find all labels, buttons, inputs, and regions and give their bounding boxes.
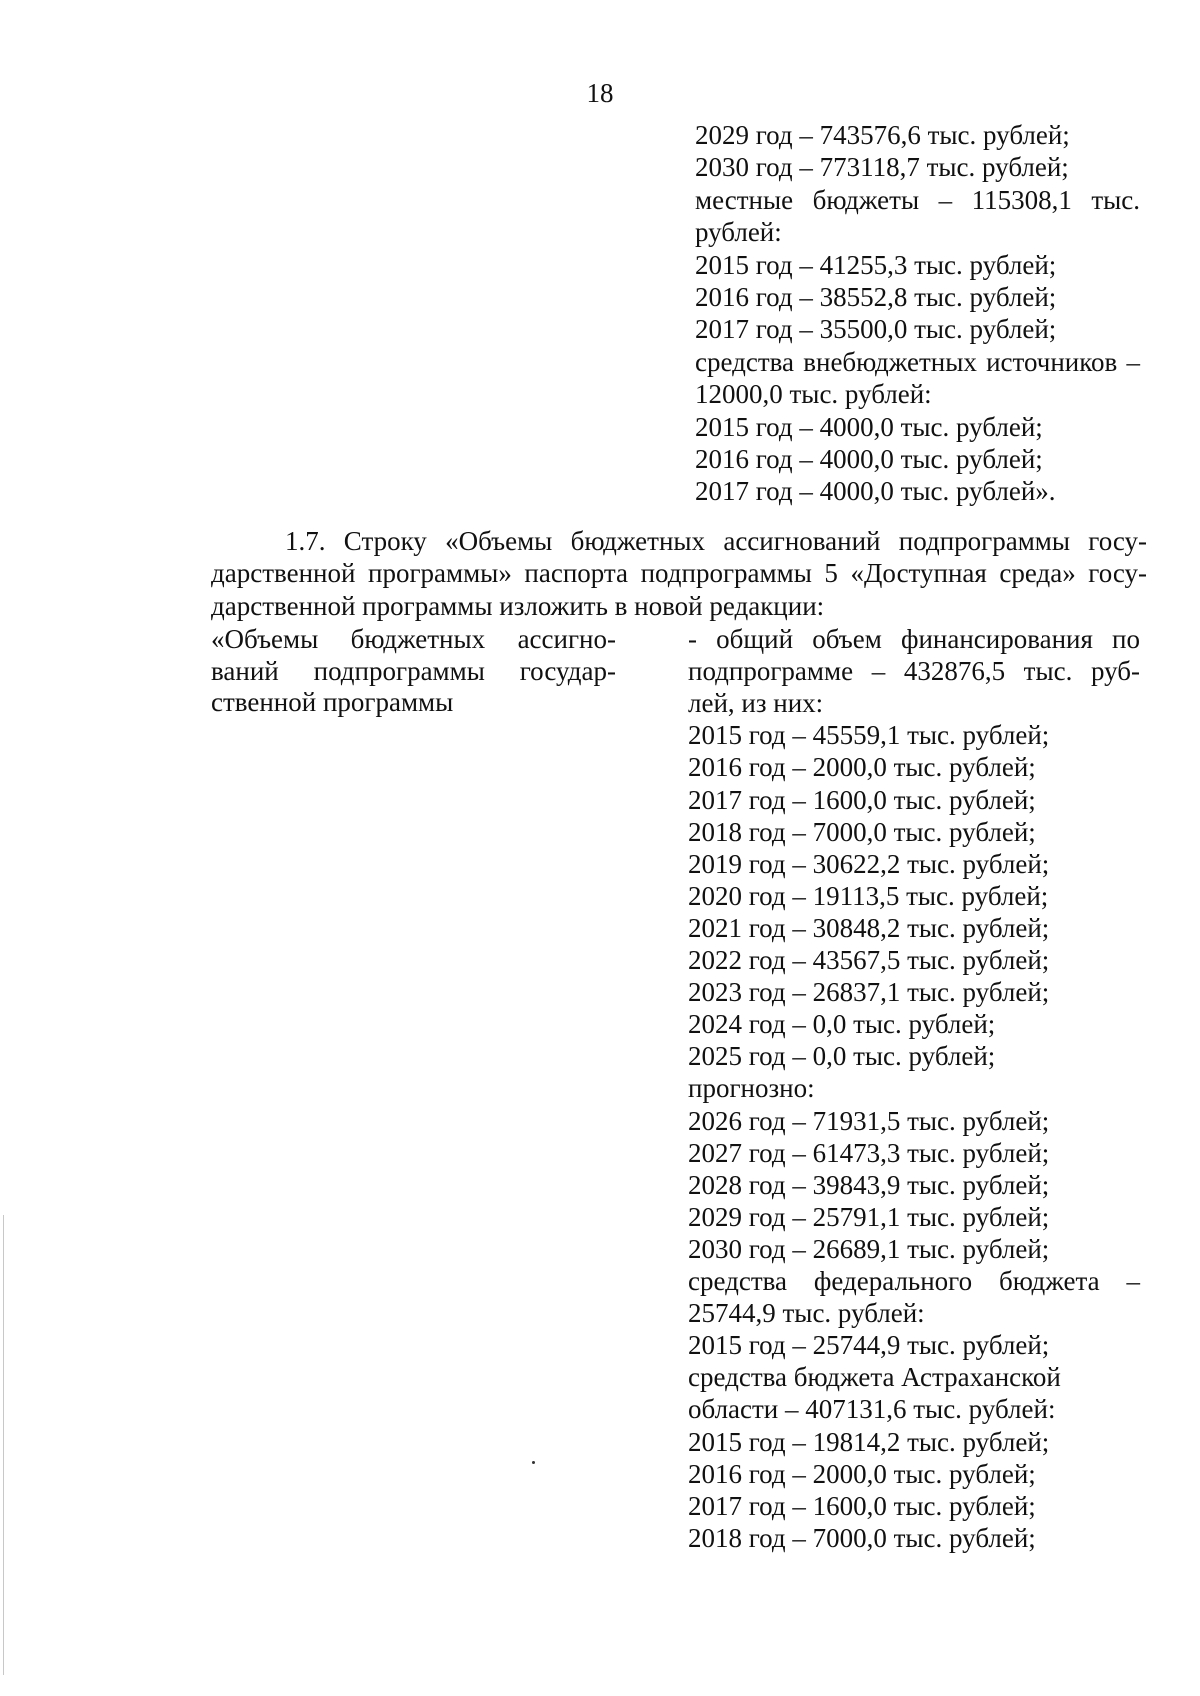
financing-line: местные бюджеты – 115308,1 тыс. [695,184,1140,215]
left-column-line: «Объемы бюджетных ассигно- [211,624,616,654]
financing-line: 2015 год – 45559,1 тыс. рублей; [688,720,1050,751]
financing-line: 2027 год – 61473,3 тыс. рублей; [688,1137,1050,1168]
financing-line: 2026 год – 71931,5 тыс. рублей; [688,1105,1050,1136]
financing-line: 2015 год – 19814,2 тыс. рублей; [688,1426,1050,1457]
financing-line: 2020 год – 19113,5 тыс. рублей; [688,880,1049,911]
financing-line: 2029 год – 743576,6 тыс. рублей; [695,120,1070,150]
financing-line: средства внебюджетных источников – [695,346,1140,377]
financing-line: 2016 год – 38552,8 тыс. рублей; [695,282,1057,312]
financing-line: 2016 год – 2000,0 тыс. рублей; [688,752,1036,783]
paragraph-line: дарственной программы» паспорта подпрограммы 5 «Доступная среда» госу- [211,558,1147,589]
financing-line: подпрограмме – 432876,5 тыс. руб- [688,656,1140,687]
financing-line: 2018 год – 7000,0 тыс. рублей; [688,1522,1036,1553]
left-column-line: ваний подпрограммы государ- [211,655,616,686]
financing-line: 2015 год – 4000,0 тыс. рублей; [695,411,1043,442]
financing-line: 2016 год – 2000,0 тыс. рублей; [688,1458,1036,1489]
financing-line: 2030 год – 26689,1 тыс. рублей; [688,1233,1050,1264]
scan-speck [532,1461,535,1464]
financing-line: 2015 год – 41255,3 тыс. рублей; [695,249,1057,280]
financing-line: средства федерального бюджета – [688,1266,1140,1296]
financing-line: 2029 год – 25791,1 тыс. рублей; [688,1201,1050,1232]
financing-line: 25744,9 тыс. рублей: [688,1298,925,1329]
page-number: 18 [586,78,614,108]
financing-line: 2017 год – 1600,0 тыс. рублей; [688,784,1036,815]
financing-line: 2017 год – 35500,0 тыс. рублей; [695,314,1057,345]
financing-line: 2017 год – 1600,0 тыс. рублей; [688,1490,1036,1521]
paragraph-line: 1.7. Строку «Объемы бюджетных ассигнований подпрограммы госу- [285,526,1147,556]
paragraph-line: дарственной программы изложить в новой редакции: [211,590,825,621]
financing-line: 2028 год – 39843,9 тыс. рублей; [688,1169,1050,1200]
financing-line: 2017 год – 4000,0 тыс. рублей». [695,476,1056,507]
scan-edge-mark [3,1215,4,1675]
financing-line: средства бюджета Астраханской [688,1362,1061,1393]
financing-line: 2019 год – 30622,2 тыс. рублей; [688,848,1050,879]
financing-line: 2023 год – 26837,1 тыс. рублей; [688,977,1050,1008]
financing-line: - общий объем финансирования по [688,624,1140,654]
financing-line: 2025 год – 0,0 тыс. рублей; [688,1041,996,1072]
financing-line: прогнозно: [688,1073,815,1104]
financing-line: 2022 год – 43567,5 тыс. рублей; [688,945,1050,975]
financing-line: 2021 год – 30848,2 тыс. рублей; [688,912,1050,943]
financing-line: лей, из них: [688,688,824,719]
left-column-line: ственной программы [211,687,454,718]
financing-line: области – 407131,6 тыс. рублей: [688,1394,1056,1425]
financing-line: 2016 год – 4000,0 тыс. рублей; [695,444,1043,474]
financing-line: 2024 год – 0,0 тыс. рублей; [688,1009,996,1040]
financing-line: 12000,0 тыс. рублей: [695,379,932,410]
financing-line: 2018 год – 7000,0 тыс. рублей; [688,816,1036,847]
financing-line: рублей: [695,217,782,248]
financing-line: 2030 год – 773118,7 тыс. рублей; [695,152,1069,183]
financing-line: 2015 год – 25744,9 тыс. рублей; [688,1330,1050,1361]
